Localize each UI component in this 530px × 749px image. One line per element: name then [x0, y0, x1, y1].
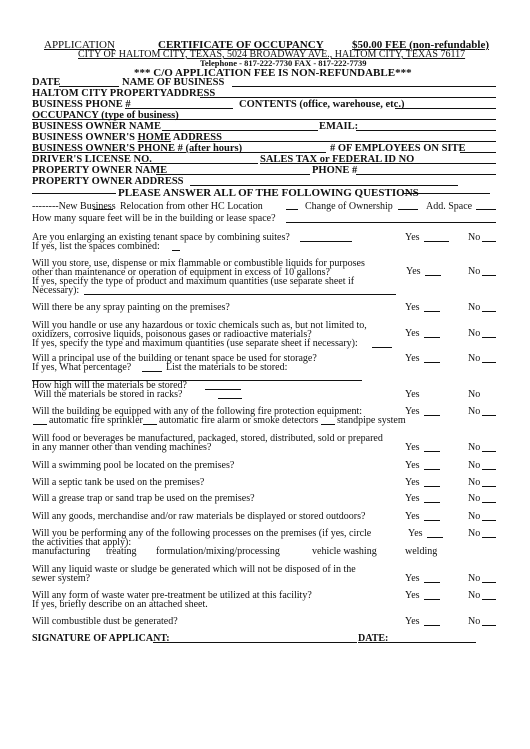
opt-fire-alarm: automatic fire alarm or smoke detectors: [159, 415, 319, 426]
q-hazardous-1: Will you handle or use any hazardous or toxic chemicals such as, but not limited to,: [32, 320, 367, 331]
business-name-field[interactable]: [232, 86, 496, 87]
email-label: EMAIL:: [319, 121, 359, 132]
q9-no-blank: [482, 469, 496, 470]
q16-yes-blank: [424, 625, 440, 626]
sales-tax-label: SALES TAX or FEDERAL ID NO: [260, 154, 415, 165]
opt-sprinkler: automatic fire sprinkler: [49, 415, 143, 426]
relocation-checkbox[interactable]: [286, 201, 298, 210]
q11-no-blank: [482, 502, 496, 503]
q14-no-blank: [482, 582, 496, 583]
opt-standpipe: standpipe system: [337, 415, 406, 426]
q-percentage: If yes, What percentage?: [32, 362, 132, 373]
q-hazardous-3: If yes, specify the type and maximum quantities (use separate sheet if necessary):: [32, 338, 358, 349]
q6-no[interactable]: No: [468, 389, 481, 400]
property-address-field[interactable]: [200, 97, 496, 98]
q-hazardous-2: oxidizers, corrosive liquids, poisonous gases or radioactive materials?: [32, 329, 312, 340]
q10-yes-blank: [424, 486, 440, 487]
signature-date-field[interactable]: [386, 642, 476, 643]
hazardous-field[interactable]: [372, 347, 392, 348]
q5-yes-blank: [424, 362, 440, 363]
spaces-combined-field[interactable]: [172, 250, 180, 251]
business-phone-label: BUSINESS PHONE #: [32, 99, 131, 110]
q7-yes[interactable]: Yes: [405, 406, 420, 417]
date-label: DATE: [32, 77, 61, 88]
racks-blank: [218, 398, 242, 399]
q-liquid-waste-2: sewer system?: [32, 573, 91, 584]
q-combustible-dust: Will combustible dust be generated?: [32, 616, 178, 627]
add-space-checkbox[interactable]: [476, 201, 496, 210]
process-manufacturing[interactable]: manufacturing: [32, 546, 91, 557]
q5-yes[interactable]: Yes: [405, 353, 420, 364]
drivers-license-field[interactable]: [140, 163, 258, 164]
q3-no[interactable]: No: [468, 302, 481, 313]
business-name-label: NAME OF BUSINESS: [122, 77, 225, 88]
q-flammable-4: Necessary):: [32, 285, 80, 296]
q-fire-protection: Will the building be equipped with any of the following fire protection equipment:: [32, 406, 363, 417]
process-formulation[interactable]: formulation/mixing/processing: [156, 546, 280, 557]
q2-yes[interactable]: Yes: [406, 266, 421, 277]
property-owner-address-label: PROPERTY OWNER ADDRESS: [32, 176, 184, 187]
q5-no-blank: [482, 362, 496, 363]
q-liquid-waste-1: Will any liquid waste or sludge be generated which will not be disposed of in the: [32, 564, 356, 575]
q13-no-blank: [482, 537, 496, 538]
q-flammable-1: Will you store, use, dispense or mix flammable or combustible liquids for purposes: [32, 258, 365, 269]
q2-no-blank: [482, 275, 496, 276]
q-spaces-combined: If yes, list the spaces combined:: [32, 241, 160, 252]
application-label: APPLICATION: [44, 39, 115, 51]
process-treating[interactable]: treating: [106, 546, 137, 557]
q-pretreatment-1: Will any form of waste water pre-treatment be utilized at this facility?: [32, 590, 312, 601]
q13-yes[interactable]: Yes: [408, 528, 423, 539]
q9-no[interactable]: No: [468, 460, 481, 471]
drivers-license-label: DRIVER'S LICENSE NO.: [32, 154, 152, 165]
q-outdoor-storage: Will any goods, merchandise and/or raw materials be displayed or stored outdoors?: [32, 511, 366, 522]
new-business-checkbox[interactable]: [93, 201, 113, 210]
q16-yes[interactable]: Yes: [405, 616, 420, 627]
q8-no-blank: [482, 451, 496, 452]
q8-yes-blank: [424, 451, 440, 452]
q-enlarging: Are you enlarging an existing tenant space by combining suites?: [32, 232, 290, 243]
q1-yes[interactable]: Yes: [405, 232, 420, 243]
q7-no-blank: [482, 415, 496, 416]
q-racks: Will the materials be stored in racks?: [34, 389, 183, 400]
q10-no-blank: [482, 486, 496, 487]
sales-tax-field[interactable]: [404, 163, 496, 164]
owner-phone-label: BUSINESS OWNER'S PHONE # (after hours): [32, 143, 243, 154]
q12-no[interactable]: No: [468, 511, 481, 522]
q-height-stored: How high will the materials be stored?: [32, 380, 187, 391]
q3-yes-blank: [424, 311, 440, 312]
q-spray-painting: Will there be any spray painting on the premises?: [32, 302, 230, 313]
q9-yes-blank: [424, 469, 440, 470]
phone-field[interactable]: [356, 174, 496, 175]
enlarging-blank: [300, 241, 352, 242]
q-square-feet: How many square feet will be in the building or lease space?: [32, 213, 276, 224]
employees-label: # OF EMPLOYEES ON SITE: [330, 143, 466, 154]
q3-no-blank: [482, 311, 496, 312]
heading-rule-right: [403, 193, 490, 194]
q7-yes-blank: [424, 415, 440, 416]
heading-rule-left: [32, 193, 116, 194]
q-pretreatment-2: If yes, briefly describe on an attached sheet.: [32, 599, 208, 610]
q15-yes-blank: [424, 599, 440, 600]
q-storage: Will a principal use of the building or tenant space be used for storage?: [32, 353, 317, 364]
q15-no[interactable]: No: [468, 590, 481, 601]
q13-yes-blank: [427, 537, 443, 538]
city-address: CITY OF HALTOM CITY, TEXAS, 5024 BROADWAY AVE., HALTOM CITY, TEXAS 76117: [78, 49, 466, 60]
q12-yes[interactable]: Yes: [405, 511, 420, 522]
owner-home-address-label: BUSINESS OWNER'S HOME ADDRESS: [32, 132, 222, 143]
q15-yes[interactable]: Yes: [405, 590, 420, 601]
q-food-1: Will food or beverages be manufactured, packaged, stored, distributed, sold or prepared: [32, 433, 383, 444]
q-food-2: in any manner other than vending machines?: [32, 442, 212, 453]
phone-fax: Telephone - 817-222-7730 FAX - 817-222-7739: [200, 58, 367, 68]
change-ownership-checkbox[interactable]: [398, 201, 418, 210]
q15-no-blank: [482, 599, 496, 600]
property-owner-name-field[interactable]: [156, 174, 310, 175]
q4-no[interactable]: No: [468, 328, 481, 339]
owner-home-address-field[interactable]: [190, 141, 496, 142]
q11-no[interactable]: No: [468, 493, 481, 504]
process-vehicle-washing[interactable]: vehicle washing: [312, 546, 377, 557]
q2-yes-blank: [425, 275, 441, 276]
q4-no-blank: [482, 337, 496, 338]
q-processes-1: Will you be performing any of the following processes on the premises (if yes, circle: [32, 528, 372, 539]
option-relocation: Relocation from other HC Location: [120, 201, 263, 212]
occupancy-label: OCCUPANCY (type of business): [32, 110, 179, 121]
phone-label: PHONE #: [312, 165, 358, 176]
standpipe-checkbox[interactable]: [321, 424, 335, 425]
q7-no[interactable]: No: [468, 406, 481, 417]
q16-no[interactable]: No: [468, 616, 481, 627]
signature-label: SIGNATURE OF APPLICANT:: [32, 633, 170, 644]
q4-yes-blank: [424, 337, 440, 338]
employees-field[interactable]: [460, 152, 496, 153]
q11-yes[interactable]: Yes: [405, 493, 420, 504]
occupancy-field[interactable]: [32, 119, 496, 120]
property-owner-address-field[interactable]: [190, 185, 458, 186]
q-grease-trap: Will a grease trap or sand trap be used on the premises?: [32, 493, 255, 504]
q9-yes[interactable]: Yes: [405, 460, 420, 471]
q14-no[interactable]: No: [468, 573, 481, 584]
q14-yes-blank: [424, 582, 440, 583]
q10-no[interactable]: No: [468, 477, 481, 488]
date-field[interactable]: [59, 86, 119, 87]
q13-no[interactable]: No: [468, 528, 481, 539]
form-title: CERTIFICATE OF OCCUPANCY: [158, 39, 324, 51]
percentage-field[interactable]: [142, 371, 162, 372]
q-materials-list: List the materials to be stored:: [166, 362, 288, 373]
height-field[interactable]: [205, 389, 241, 390]
q8-no[interactable]: No: [468, 442, 481, 453]
option-change-ownership: Change of Ownership: [305, 201, 393, 212]
square-feet-field[interactable]: [286, 222, 496, 223]
signature-date-label: DATE:: [358, 633, 389, 644]
fee-label: $50.00 FEE (non-refundable): [352, 39, 490, 51]
owner-phone-field[interactable]: [228, 152, 326, 153]
process-welding[interactable]: welding: [405, 546, 438, 557]
business-phone-field[interactable]: [125, 108, 233, 109]
q1-yes-blank: [424, 241, 449, 242]
q8-yes[interactable]: Yes: [405, 442, 420, 453]
q-swimming-pool: Will a swimming pool be located on the premises?: [32, 460, 235, 471]
q12-yes-blank: [424, 520, 440, 521]
q1-no-blank: [482, 241, 496, 242]
owner-name-label: BUSINESS OWNER NAME: [32, 121, 161, 132]
q16-no-blank: [482, 625, 496, 626]
q2-no[interactable]: No: [468, 266, 481, 277]
q5-no[interactable]: No: [468, 353, 481, 364]
sprinkler-checkbox[interactable]: [33, 424, 47, 425]
property-address-label: HALTOM CITY PROPERTYADDRESS: [32, 88, 216, 99]
owner-name-field[interactable]: [162, 130, 318, 131]
signature-field[interactable]: [153, 642, 357, 643]
option-add-space: Add. Space: [426, 201, 473, 212]
q11-yes-blank: [424, 502, 440, 503]
q12-no-blank: [482, 520, 496, 521]
q4-yes[interactable]: Yes: [405, 328, 420, 339]
q10-yes[interactable]: Yes: [405, 477, 420, 488]
contents-field[interactable]: [395, 108, 496, 109]
q1-no[interactable]: No: [468, 232, 481, 243]
q-flammable-2: other than maintenance or operation of equipment in excess of 10 gallons?: [32, 267, 330, 278]
q14-yes[interactable]: Yes: [405, 573, 420, 584]
q6-yes[interactable]: Yes: [405, 389, 420, 400]
section-heading: PLEASE ANSWER ALL OF THE FOLLOWING QUESTIONS: [118, 187, 419, 199]
fire-alarm-checkbox[interactable]: [143, 424, 157, 425]
contents-label: CONTENTS (office, warehouse, etc.): [239, 99, 405, 110]
email-field[interactable]: [356, 130, 496, 131]
option-new-business: --------New Business: [32, 201, 116, 212]
q3-yes[interactable]: Yes: [405, 302, 420, 313]
property-owner-name-label: PROPERTY OWNER NAME: [32, 165, 168, 176]
q-flammable-3: If yes, specify the type of product and maximum quantities (use separate sheet if: [32, 276, 355, 287]
q-processes-2: the activities that apply):: [32, 537, 132, 548]
flammable-field[interactable]: [84, 294, 396, 295]
q-septic-tank: Will a septic tank be used on the premises?: [32, 477, 205, 488]
non-refundable-notice: *** C/O APPLICATION FEE IS NON-REFUNDABLE***: [134, 67, 412, 79]
